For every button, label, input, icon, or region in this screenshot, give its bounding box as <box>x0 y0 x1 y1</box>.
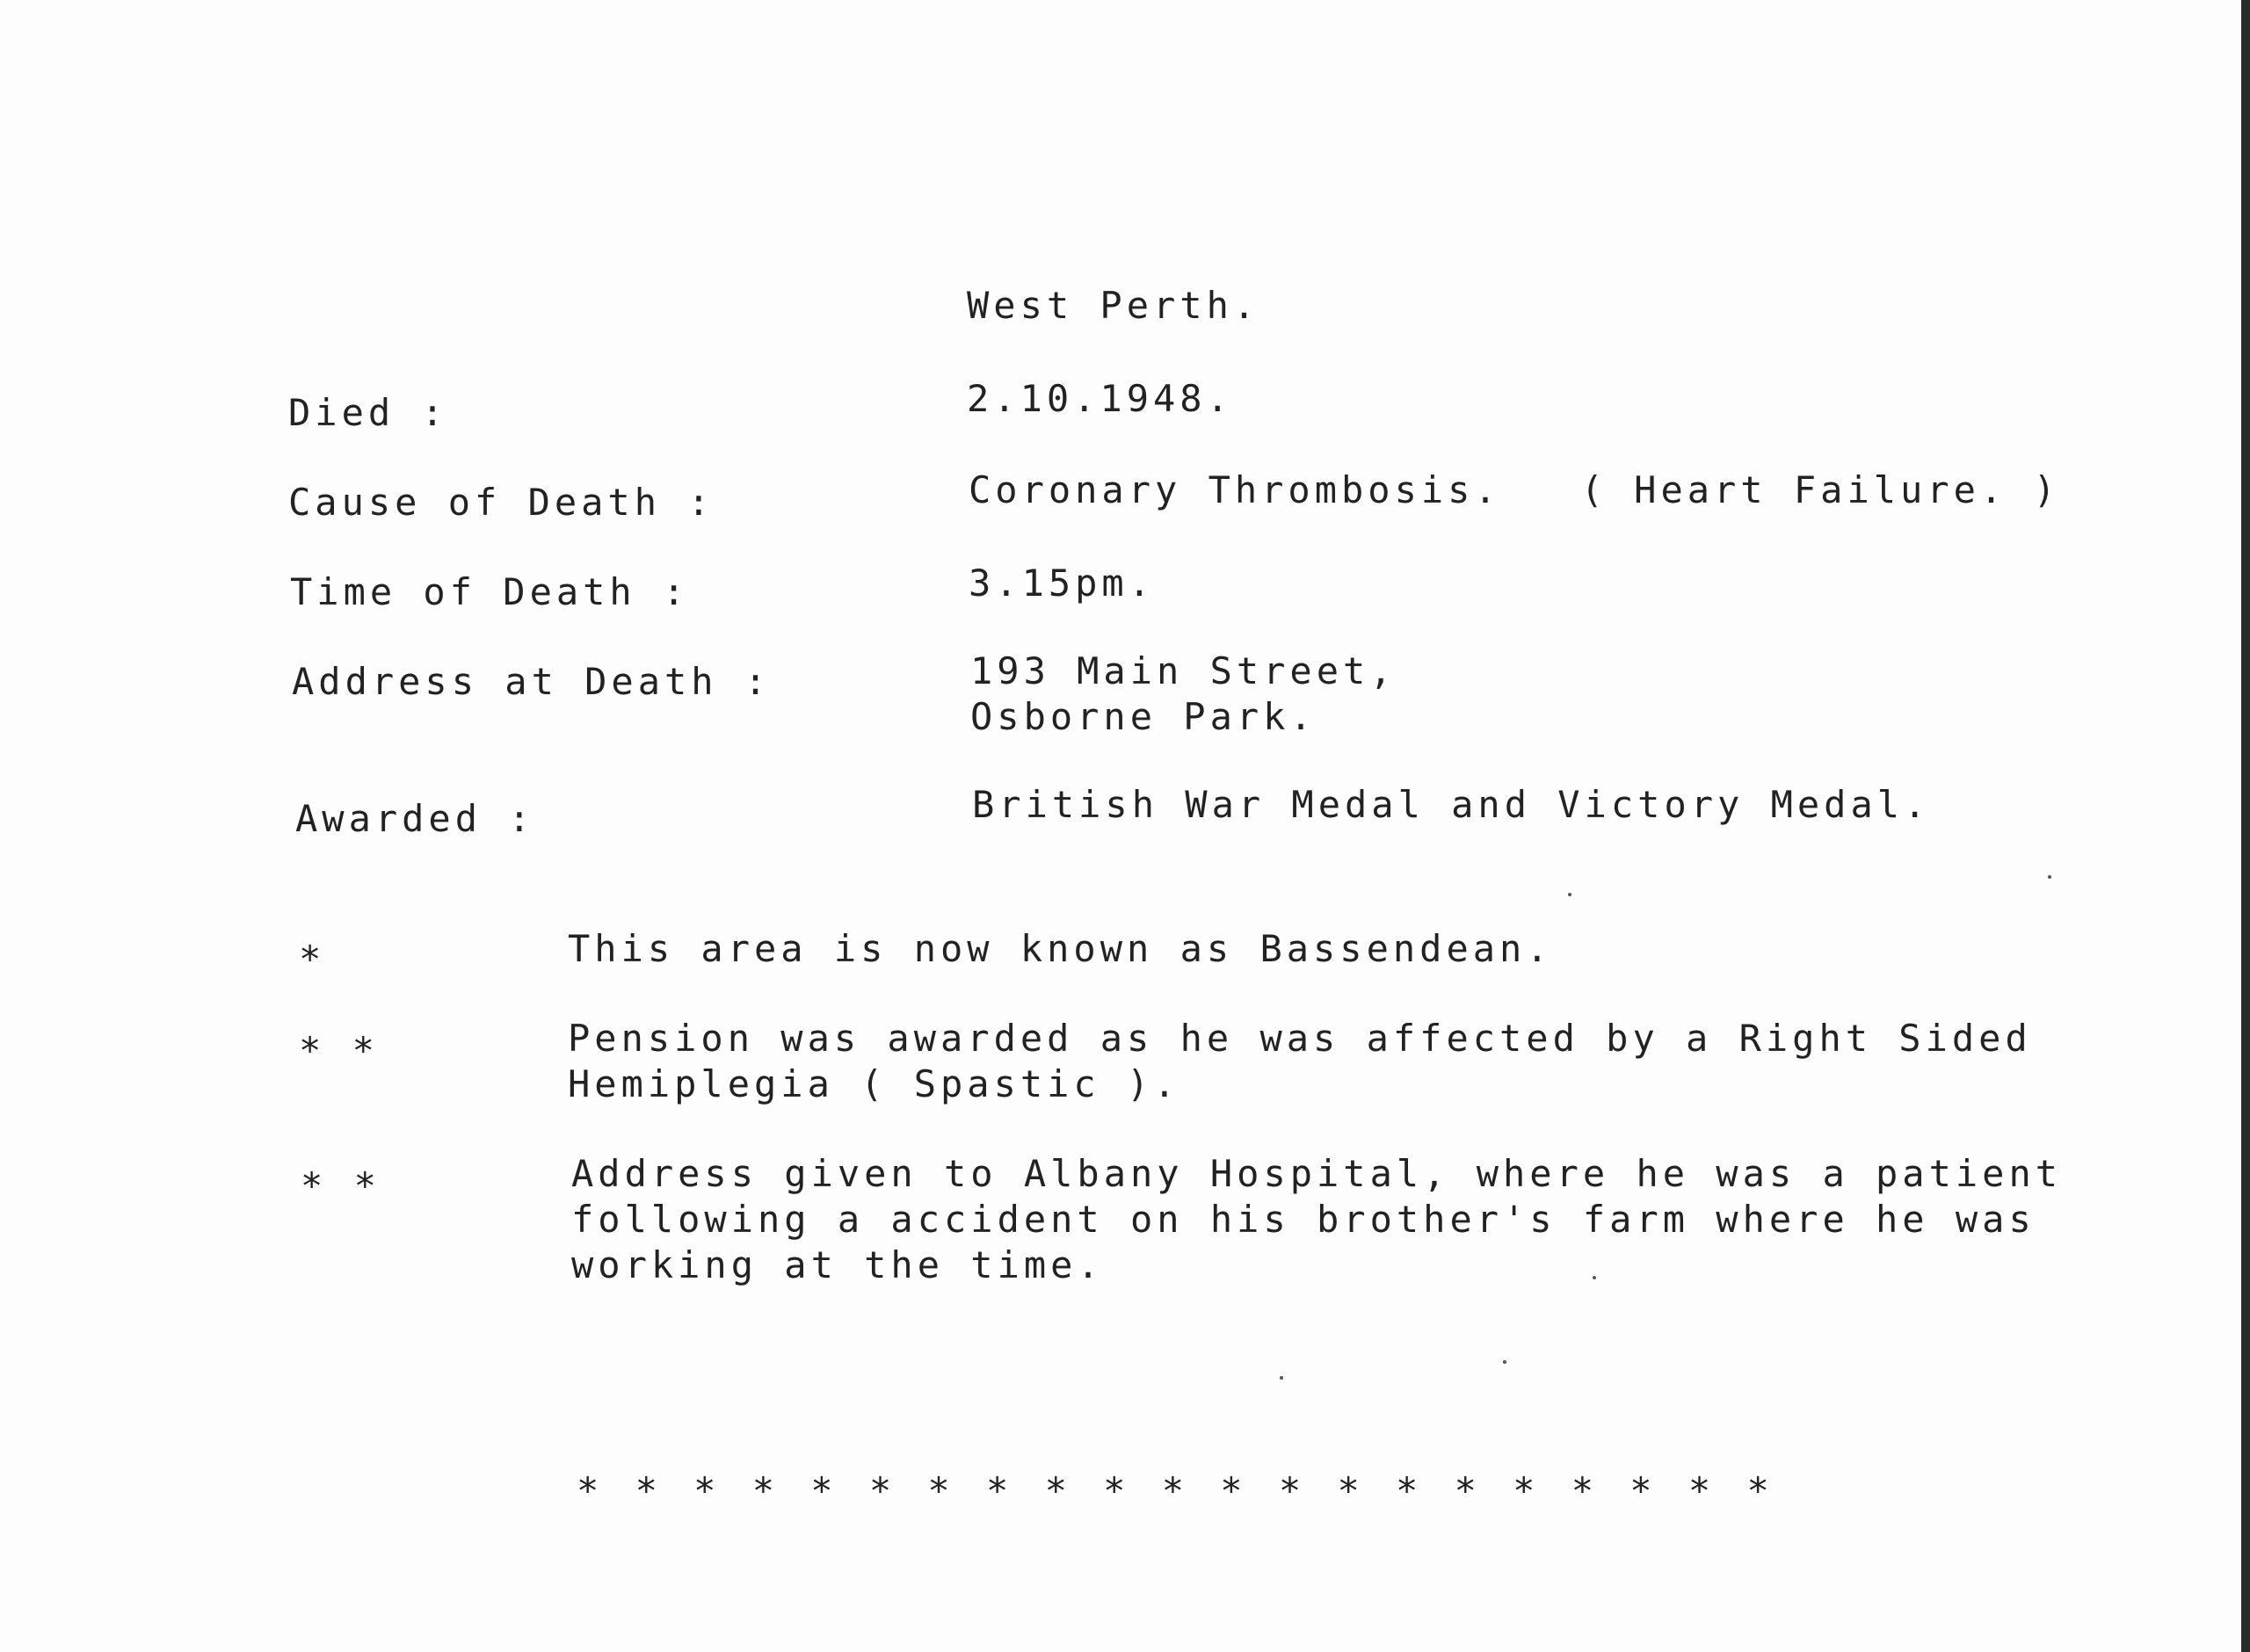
note-marker: * * <box>301 1164 381 1207</box>
time-of-death-label: Time of Death : <box>290 570 690 613</box>
note-marker: * * <box>299 1029 379 1072</box>
note-text: Pension was awarded as he was affected by a Right Sided Hemiplegia ( Spastic ). <box>568 1017 2032 1105</box>
awarded-label: Awarded : <box>295 797 535 840</box>
awarded-value: British War Medal and Victory Medal. <box>972 783 1931 826</box>
place-heading: West Perth. <box>967 284 1260 327</box>
address-at-death-value: 193 Main Street, Osborne Park. <box>970 649 1397 738</box>
note-text: Address given to Albany Hospital, where he was a patient following a accident on his brother's farm where he was working at the time. <box>571 1152 2063 1286</box>
cause-of-death-label: Cause of Death : <box>288 481 715 524</box>
address-at-death-label: Address at Death : <box>292 660 772 703</box>
died-label: Died : <box>288 391 448 434</box>
paper-speck <box>1593 1276 1596 1279</box>
paper-speck <box>2048 875 2051 879</box>
died-value: 2.10.1948. <box>967 377 1233 420</box>
paper-speck <box>1503 1360 1506 1364</box>
footer-asterisk-divider: * * * * * * * * * * * * * * * * * * * * * <box>577 1469 1776 1512</box>
paper-speck <box>1280 1376 1283 1380</box>
page-edge-shadow <box>2241 0 2250 1652</box>
paper-speck <box>1568 893 1571 896</box>
note-text: This area is now known as Bassendean. <box>568 927 1553 970</box>
cause-of-death-value: Coronary Thrombosis. ( Heart Failure. ) <box>969 468 2060 511</box>
time-of-death-value: 3.15pm. <box>969 562 1156 605</box>
note-marker: * <box>299 938 326 981</box>
